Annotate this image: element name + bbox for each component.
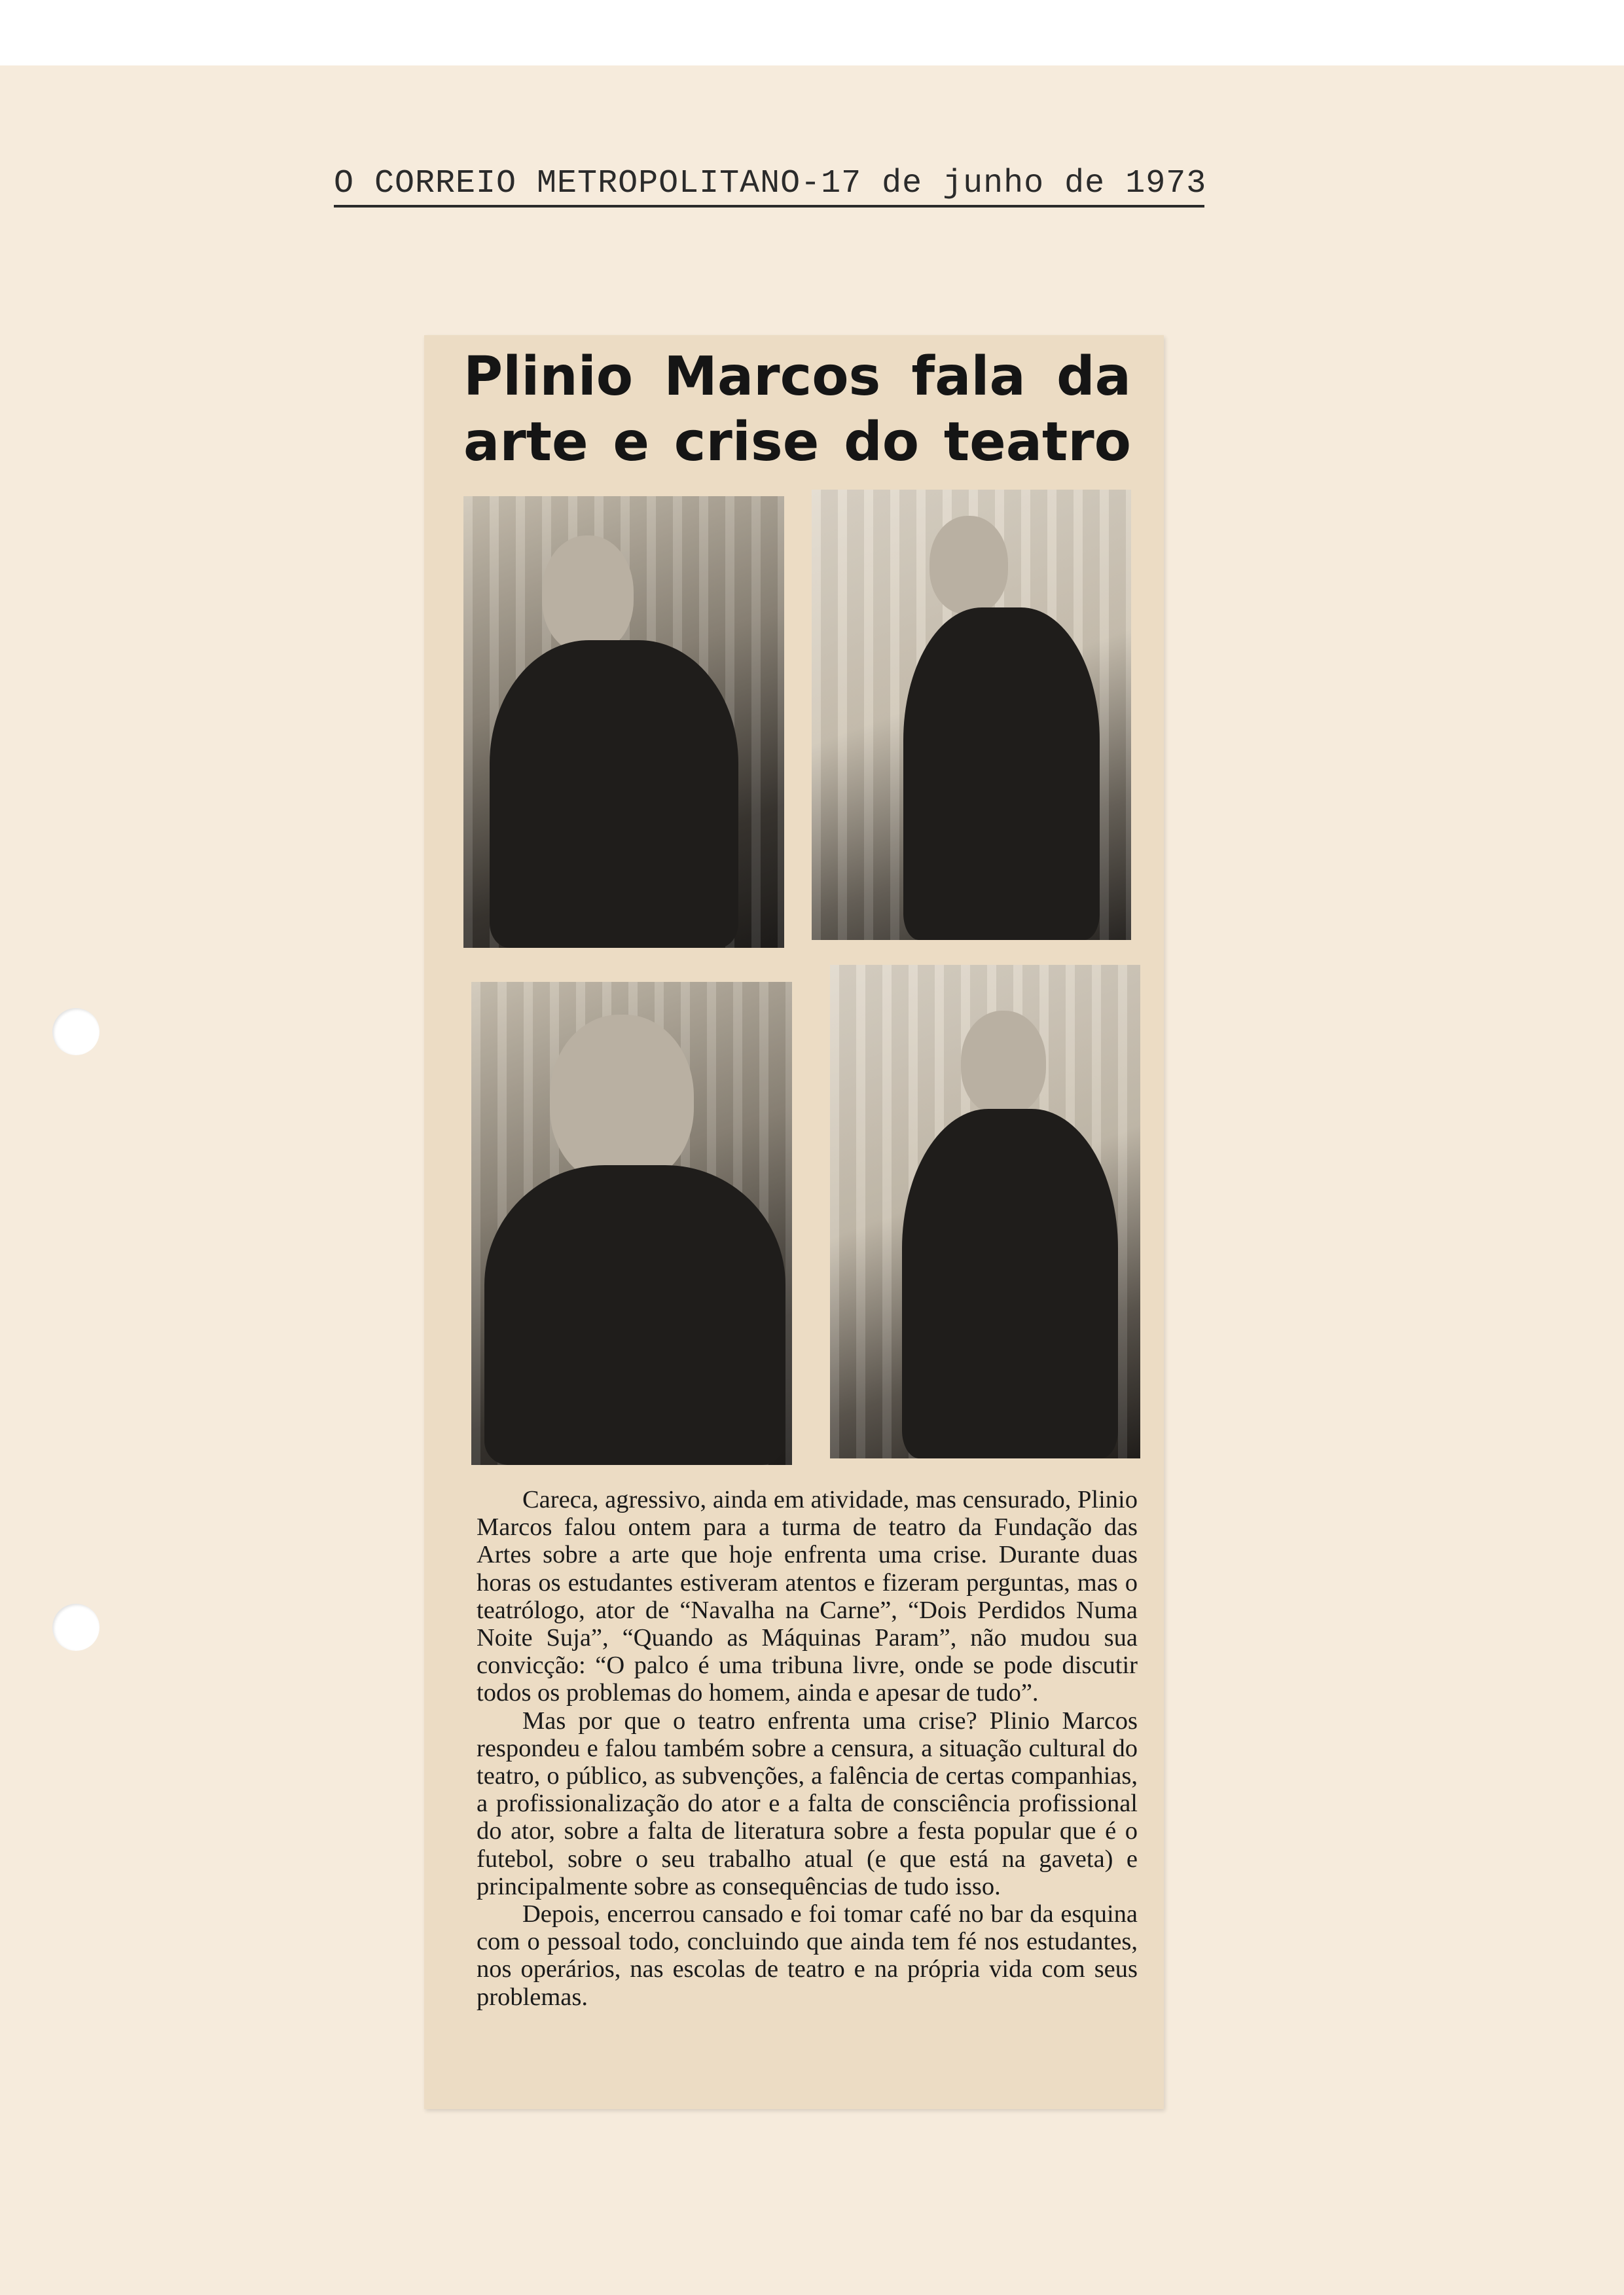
headline-line-1: Plinio Marcos fala da	[463, 346, 1131, 408]
punch-hole	[52, 1008, 99, 1055]
newspaper-clipping	[424, 335, 1164, 2109]
article-body	[477, 1486, 1138, 2011]
article-paragraph-2: Mas por que o teatro enfrenta uma crise? Plinio Marcos respondeu e falou também sobre a censura, a situação cultural do teatro, o público, as subvenções, a falência de certas companhias, a profissionalização do ator e a falta de consciência profissional do ator, sobre a falta de literatura sobre a festa popular que é o futebol, sobre o seu trabalho atual (e que está na gaveta) e principalmente sobre as consequências de tudo isso.	[477, 1707, 1138, 1900]
photo-man-gesturing	[812, 490, 1131, 940]
article-paragraph-1: Careca, agressivo, ainda em atividade, mas censurado, Plinio Marcos falou ontem para a turma de teatro da Fundação das Artes sobre a arte que hoje enfrenta uma crise. Durante duas horas os estudantes estiveram atentos e fizeram perguntas, mas o teatrólogo, ator de “Navalha na Carne”, “Dois Perdidos Numa Noite Suja”, “Quando as Máquinas Param”, não mudou sua convicção: “O palco é uma tribuna livre, onde se pode discutir todos os problemas do homem, ainda e apesar de tudo”.	[477, 1486, 1138, 1707]
photo-man-hand-on-chin	[471, 982, 792, 1465]
headline-line-2: arte e crise do teatro	[463, 411, 1131, 473]
publication-line: O CORREIO METROPOLITANO-17 de junho de 1973	[334, 165, 1204, 208]
headline	[463, 344, 1131, 475]
photo-man-smoking	[463, 496, 784, 948]
article-paragraph-3: Depois, encerrou cansado e foi tomar café no bar da esquina com o pessoal todo, concluindo que ainda tem fé nos estudantes, nos operários, nas escolas de teatro e na própria vida com seus problemas.	[477, 1900, 1138, 2011]
punch-hole	[52, 1604, 99, 1651]
photo-man-speaking	[830, 965, 1140, 1458]
